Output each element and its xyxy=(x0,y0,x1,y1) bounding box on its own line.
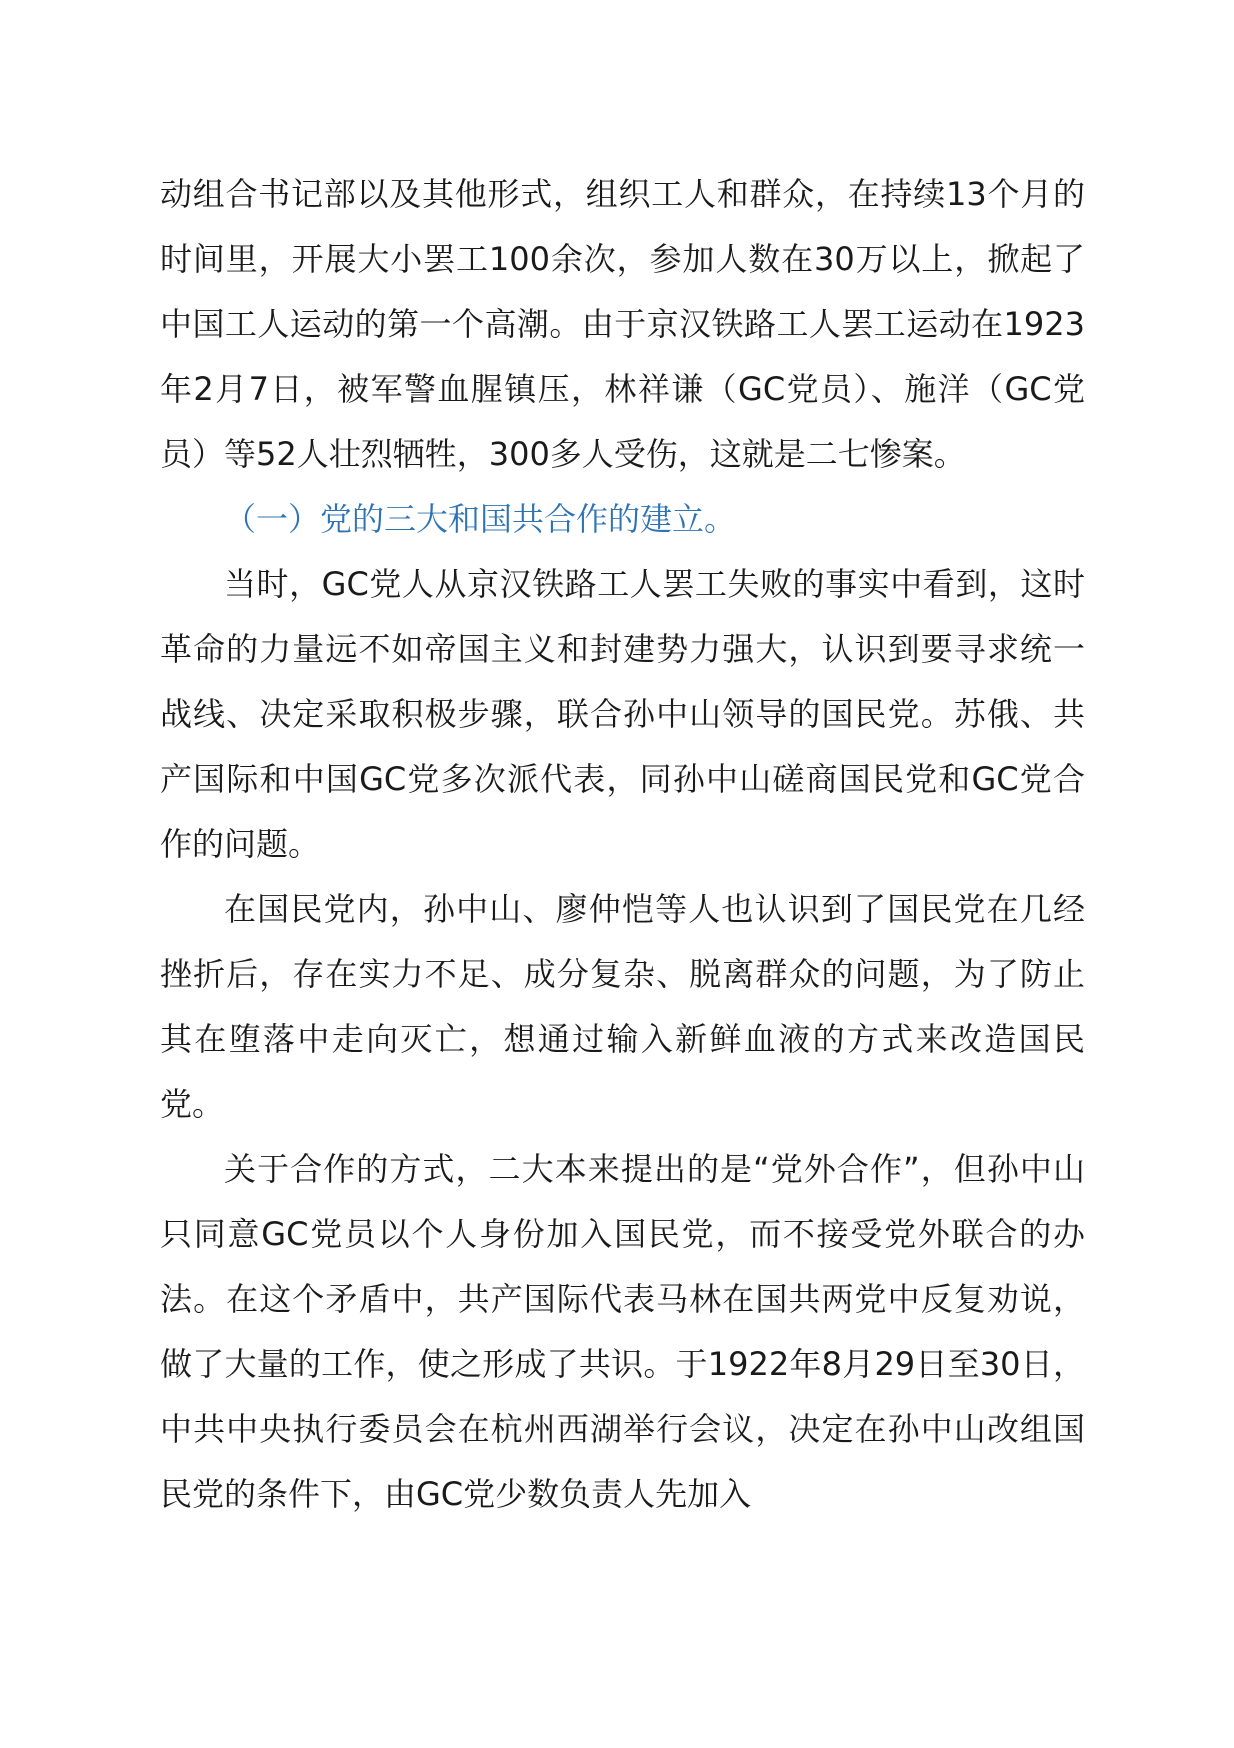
section-heading: （一）党的三大和国共合作的建立。 xyxy=(224,500,737,538)
paragraph-cooperation-method: 关于合作的方式，二大本来提出的是“党外合作”，但孙中山只同意GC党员以个人身份加入国民党，而不接受党外联合的办法。在这个矛盾中，共产国际代表马林在国共两党中反复劝说，做了大量的工作，使之形成了共识。于1922年8月29日至30日，中共中央执行委员会在杭州西湖举行会议，决定在孙中山改组国民党的条件下，由GC党少数负责人先加入 xyxy=(160,1150,1085,1513)
paragraph-united-front: 当时，GC党人从京汉铁路工人罢工失败的事实中看到，这时革命的力量远不如帝国主义和封建势力强大，认识到要寻求统一战线、决定采取积极步骤，联合孙中山领导的国民党。苏俄、共产国际和中国GC党多次派代表，同孙中山磋商国民党和GC党合作的问题。 xyxy=(160,565,1085,863)
paragraph-continuation: 动组合书记部以及其他形式，组织工人和群众，在持续13个月的时间里，开展大小罢工100余次，参加人数在30万以上，掀起了中国工人运动的第一个高潮。由于京汉铁路工人罢工运动在1923年2月7日，被军警血腥镇压，林祥谦（GC党员）、施洋（GC党员）等52人壮烈牺牲，300多人受伤，这就是二七惨案。 xyxy=(160,175,1085,473)
document-body xyxy=(160,162,1085,1527)
paragraph-kmt-reform: 在国民党内，孙中山、廖仲恺等人也认识到了国民党在几经挫折后，存在实力不足、成分复杂、脱离群众的问题，为了防止其在堕落中走向灭亡，想通过输入新鲜血液的方式来改造国民党。 xyxy=(160,890,1085,1123)
